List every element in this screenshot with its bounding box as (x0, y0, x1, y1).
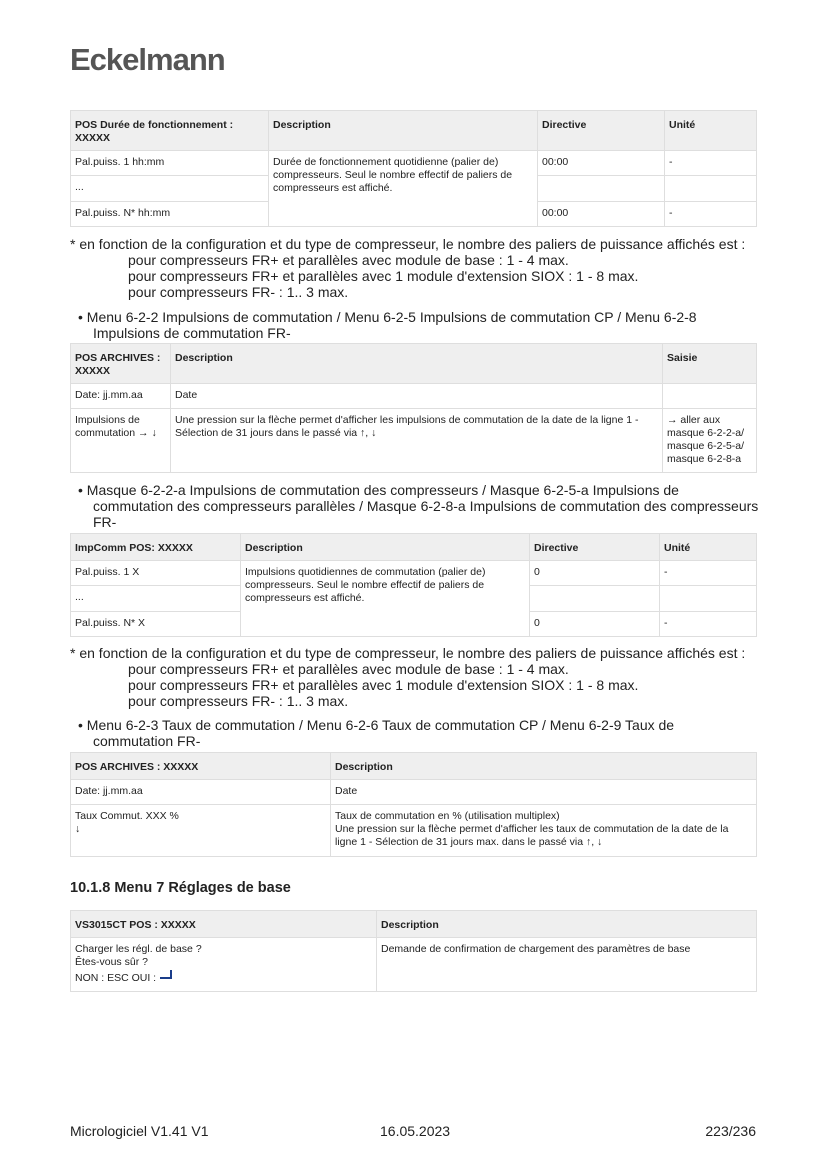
footnote-line: pour compresseurs FR+ et parallèles avec module de base : 1 - 4 max. (128, 252, 569, 268)
table-cell: → aller aux masque 6-2-2-a/ masque 6-2-5-a/ masque 6-2-8-a (663, 409, 757, 473)
table-cell: 0 (530, 561, 660, 586)
table-cell: - (660, 561, 757, 586)
table-cell (663, 384, 757, 409)
footnote-line: pour compresseurs FR+ et parallèles avec 1 module d'extension SIOX : 1 - 8 max. (128, 268, 639, 284)
table-cell: ... (71, 176, 269, 202)
footnote-line: pour compresseurs FR+ et parallèles avec module de base : 1 - 4 max. (128, 661, 569, 677)
table-cell (538, 176, 665, 202)
bullet-heading: • Masque 6-2-2-a Impulsions de commutation des compresseurs / Masque 6-2-5-a Impulsions de commutation des compresseurs parallèles / Masque 6-2-8-a Impulsions de commutation des compresseurs FR- (78, 482, 759, 530)
header-cell: Directive (530, 534, 660, 561)
cell-line: Une pression sur la flèche permet d'afficher les taux de commutation de la date de la ligne 1 - Sélection de 31 jours max. dans le passé via ↑, ↓ (335, 823, 729, 848)
table-cell: Demande de confirmation de chargement des paramètres de base (377, 938, 757, 992)
cell-line: Taux de commutation en % (utilisation multiplex) (335, 810, 560, 822)
header-cell: Description (377, 911, 757, 938)
header-cell: POS ARCHIVES : XXXXX (71, 344, 171, 384)
header-cell: Saisie (663, 344, 757, 384)
table-cell: Pal.puiss. N* hh:mm (71, 202, 269, 227)
bullet-heading: • Menu 6-2-3 Taux de commutation / Menu 6-2-6 Taux de commutation CP / Menu 6-2-9 Taux de commutation FR- (78, 717, 675, 749)
base-settings-table (70, 910, 757, 992)
header-cell: Description (171, 344, 663, 384)
table-cell: - (665, 202, 757, 227)
table-cell: ... (71, 586, 241, 612)
table-cell: Durée de fonctionnement quotidienne (palier de) compresseurs. Seul le nombre effectif de paliers de compresseurs est affiché. (269, 151, 538, 227)
section-heading: 10.1.8 Menu 7 Réglages de base (70, 880, 291, 896)
cell-line: Taux Commut. XXX % (75, 810, 179, 822)
header-cell: Description (269, 111, 538, 151)
footnote (70, 645, 760, 709)
table-cell: 0 (530, 612, 660, 637)
table-cell: Pal.puiss. 1 X (71, 561, 241, 586)
footer-firmware: Micrologiciel V1.41 V1 (70, 1123, 209, 1139)
header-cell: Unité (665, 111, 757, 151)
cell-line: NON : ESC OUI : (75, 972, 157, 984)
table-cell: - (665, 151, 757, 176)
cell-line: Êtes-vous sûr ? (75, 956, 148, 968)
footnote-line: pour compresseurs FR+ et parallèles avec 1 module d'extension SIOX : 1 - 8 max. (128, 677, 639, 693)
table-cell: Date: jj.mm.aa (71, 780, 331, 805)
footnote-intro: * en fonction de la configuration et du type de compresseur, le nombre des paliers de puissance affichés est : (70, 236, 746, 252)
header-cell: Description (241, 534, 530, 561)
header-cell: ImpComm POS: XXXXX (71, 534, 241, 561)
table-cell: Une pression sur la flèche permet d'afficher les impulsions de commutation de la date de la ligne 1 - Sélection de 31 jours dans le passé via ↑, ↓ (171, 409, 663, 473)
table-cell (71, 805, 331, 857)
table-cell (660, 586, 757, 612)
footnote-line: pour compresseurs FR- : 1.. 3 max. (128, 693, 349, 709)
footer-date: 16.05.2023 (380, 1123, 451, 1139)
table-cell: 00:00 (538, 202, 665, 227)
table-cell: Pal.puiss. 1 hh:mm (71, 151, 269, 176)
table-cell: Impulsions quotidiennes de commutation (palier de) compresseurs. Seul le nombre effectif de paliers de compresseurs est affiché. (241, 561, 530, 637)
table-cell (331, 805, 757, 857)
table-cell: Date: jj.mm.aa (71, 384, 171, 409)
table-cell (71, 938, 377, 992)
table-cell: 00:00 (538, 151, 665, 176)
header-cell: POS ARCHIVES : XXXXX (71, 753, 331, 780)
table-cell: Date (171, 384, 663, 409)
eckelmann-logo: Eckelmann (70, 42, 225, 77)
impulses-table (70, 533, 757, 637)
cell-line-row (75, 972, 372, 985)
table-cell: Impulsions de commutation → ↓ (71, 409, 171, 473)
header-cell: Description (331, 753, 757, 780)
header-cell: Unité (660, 534, 757, 561)
footer-page-number: 223/236 (705, 1123, 756, 1139)
cell-line: Charger les régl. de base ? (75, 943, 202, 955)
table-cell: Pal.puiss. N* X (71, 612, 241, 637)
runtime-table (70, 110, 757, 227)
cell-line: ↓ (75, 823, 81, 835)
table-cell (665, 176, 757, 202)
table-cell (530, 586, 660, 612)
header-cell: VS3015CT POS : XXXXX (71, 911, 377, 938)
table-cell: Date (331, 780, 757, 805)
footnote (70, 236, 760, 300)
header-cell: POS Durée de fonctionnement : XXXXX (71, 111, 269, 151)
bullet-heading: • Menu 6-2-2 Impulsions de commutation / Menu 6-2-5 Impulsions de commutation CP / Menu 6-2-8 Impulsions de commutation FR- (78, 309, 697, 341)
footnote-intro: * en fonction de la configuration et du type de compresseur, le nombre des paliers de puissance affichés est : (70, 645, 746, 661)
archives-table (70, 343, 757, 473)
footnote-line: pour compresseurs FR- : 1.. 3 max. (128, 284, 349, 300)
table-cell: - (660, 612, 757, 637)
enter-key-icon (160, 970, 172, 979)
rate-table (70, 752, 757, 857)
header-cell: Directive (538, 111, 665, 151)
